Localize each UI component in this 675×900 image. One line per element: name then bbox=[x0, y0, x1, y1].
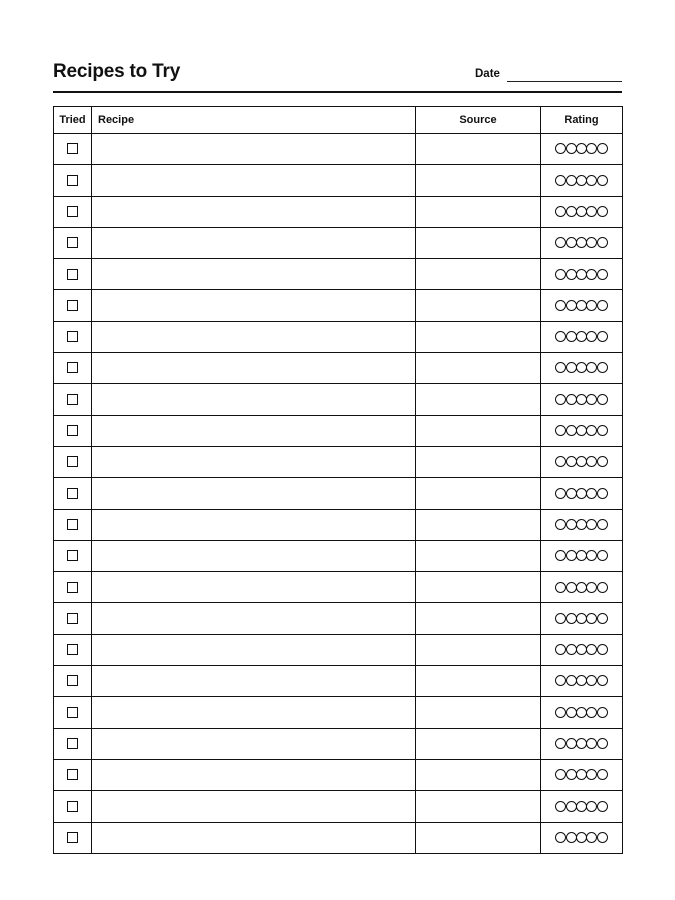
table-row bbox=[54, 446, 623, 477]
rating-circle-icon[interactable] bbox=[586, 394, 597, 405]
rating-circle-icon[interactable] bbox=[586, 425, 597, 436]
rating-circle-icon[interactable] bbox=[586, 832, 597, 843]
recipe-cell[interactable] bbox=[92, 540, 416, 571]
rating-circle-icon[interactable] bbox=[586, 488, 597, 499]
rating-circle-icon[interactable] bbox=[597, 362, 608, 373]
rating-circle-icon[interactable] bbox=[566, 519, 577, 530]
table-row bbox=[54, 415, 623, 446]
rating-circle-icon[interactable] bbox=[576, 832, 587, 843]
rating-circle-icon[interactable] bbox=[586, 519, 597, 530]
rating-cell bbox=[541, 353, 623, 384]
rating-circle-icon[interactable] bbox=[555, 613, 566, 624]
rating-circle-icon[interactable] bbox=[555, 738, 566, 749]
recipe-cell[interactable] bbox=[92, 446, 416, 477]
table-row bbox=[54, 290, 623, 321]
recipe-cell[interactable] bbox=[92, 321, 416, 352]
source-cell[interactable] bbox=[416, 415, 541, 446]
rating-cell bbox=[541, 603, 623, 634]
source-cell[interactable] bbox=[416, 290, 541, 321]
tried-cell bbox=[54, 572, 92, 603]
tried-cell bbox=[54, 540, 92, 571]
rating-circle-icon[interactable] bbox=[597, 143, 608, 154]
recipe-cell[interactable] bbox=[92, 509, 416, 540]
tried-cell bbox=[54, 321, 92, 352]
rating-circle-icon[interactable] bbox=[576, 550, 587, 561]
rating-circle-icon[interactable] bbox=[597, 175, 608, 186]
rating-circle-icon[interactable] bbox=[576, 456, 587, 467]
rating-circle-icon[interactable] bbox=[576, 644, 587, 655]
rating-cell bbox=[541, 321, 623, 352]
source-cell[interactable] bbox=[416, 321, 541, 352]
rating-circle-icon[interactable] bbox=[555, 519, 566, 530]
rating-circle-icon[interactable] bbox=[566, 362, 577, 373]
rating-cell bbox=[541, 572, 623, 603]
rating-circle-icon[interactable] bbox=[576, 613, 587, 624]
rating-circle-icon[interactable] bbox=[566, 331, 577, 342]
tried-cell bbox=[54, 603, 92, 634]
tried-cell bbox=[54, 822, 92, 853]
rating-circle-icon[interactable] bbox=[597, 206, 608, 217]
tried-checkbox[interactable] bbox=[67, 738, 78, 749]
rating-circle-icon[interactable] bbox=[555, 394, 566, 405]
rating-circle-icon[interactable] bbox=[566, 425, 577, 436]
rating-circle-icon[interactable] bbox=[555, 269, 566, 280]
rating-circle-icon[interactable] bbox=[597, 801, 608, 812]
rating-circle-icon[interactable] bbox=[586, 613, 597, 624]
rating-circle-icon[interactable] bbox=[566, 582, 577, 593]
source-cell[interactable] bbox=[416, 791, 541, 822]
rating-circle-icon[interactable] bbox=[576, 582, 587, 593]
rating-circle-icon[interactable] bbox=[576, 801, 587, 812]
source-cell[interactable] bbox=[416, 822, 541, 853]
tried-cell bbox=[54, 415, 92, 446]
date-label: Date bbox=[475, 68, 500, 80]
source-cell[interactable] bbox=[416, 697, 541, 728]
tried-checkbox[interactable] bbox=[67, 269, 78, 280]
rating-circle-icon[interactable] bbox=[576, 738, 587, 749]
rating-circle-icon[interactable] bbox=[597, 394, 608, 405]
rating-circle-icon[interactable] bbox=[566, 206, 577, 217]
rating-circle-icon[interactable] bbox=[597, 425, 608, 436]
rating-cell bbox=[541, 822, 623, 853]
table-row bbox=[54, 196, 623, 227]
rating-circle-icon[interactable] bbox=[586, 582, 597, 593]
rating-circle-icon[interactable] bbox=[555, 362, 566, 373]
table-row bbox=[54, 666, 623, 697]
table-row bbox=[54, 134, 623, 165]
page-title: Recipes to Try bbox=[53, 61, 181, 82]
rating-circle-icon[interactable] bbox=[597, 644, 608, 655]
rating-circle-icon[interactable] bbox=[597, 675, 608, 686]
rating-circle-icon[interactable] bbox=[597, 550, 608, 561]
rating-circle-icon[interactable] bbox=[566, 675, 577, 686]
tried-checkbox[interactable] bbox=[67, 331, 78, 342]
tried-checkbox[interactable] bbox=[67, 550, 78, 561]
rating-circle-icon[interactable] bbox=[576, 488, 587, 499]
source-cell[interactable] bbox=[416, 353, 541, 384]
rating-circle-icon[interactable] bbox=[576, 362, 587, 373]
source-cell[interactable] bbox=[416, 509, 541, 540]
column-header-tried: Tried bbox=[54, 107, 92, 134]
rating-circle-icon[interactable] bbox=[566, 832, 577, 843]
recipe-cell[interactable] bbox=[92, 290, 416, 321]
rating-circle-icon[interactable] bbox=[597, 237, 608, 248]
rating-circle-icon[interactable] bbox=[555, 582, 566, 593]
rating-cell bbox=[541, 165, 623, 196]
rating-circle-icon[interactable] bbox=[566, 269, 577, 280]
rating-circle-icon[interactable] bbox=[576, 331, 587, 342]
table-row bbox=[54, 321, 623, 352]
rating-cell bbox=[541, 728, 623, 759]
tried-checkbox[interactable] bbox=[67, 519, 78, 530]
rating-cell bbox=[541, 478, 623, 509]
rating-circle-icon[interactable] bbox=[566, 644, 577, 655]
tried-checkbox[interactable] bbox=[67, 832, 78, 843]
rating-circle-icon[interactable] bbox=[586, 801, 597, 812]
rating-circle-icon[interactable] bbox=[597, 269, 608, 280]
recipe-cell[interactable] bbox=[92, 822, 416, 853]
rating-circle-icon[interactable] bbox=[586, 644, 597, 655]
rating-circle-icon[interactable] bbox=[555, 456, 566, 467]
rating-cell bbox=[541, 697, 623, 728]
rating-circle-icon[interactable] bbox=[576, 175, 587, 186]
rating-circle-icon[interactable] bbox=[555, 675, 566, 686]
rating-circle-icon[interactable] bbox=[597, 769, 608, 780]
rating-circle-icon[interactable] bbox=[597, 613, 608, 624]
source-cell[interactable] bbox=[416, 540, 541, 571]
rating-circle-icon[interactable] bbox=[566, 300, 577, 311]
tried-checkbox[interactable] bbox=[67, 143, 78, 154]
rating-circle-icon[interactable] bbox=[555, 488, 566, 499]
rating-circle-icon[interactable] bbox=[576, 300, 587, 311]
rating-cell bbox=[541, 759, 623, 790]
tried-cell bbox=[54, 259, 92, 290]
rating-circle-icon[interactable] bbox=[586, 362, 597, 373]
rating-circle-icon[interactable] bbox=[586, 331, 597, 342]
recipe-cell[interactable] bbox=[92, 196, 416, 227]
recipes-table bbox=[53, 106, 623, 854]
source-cell[interactable] bbox=[416, 227, 541, 258]
table-row bbox=[54, 353, 623, 384]
rating-circle-icon[interactable] bbox=[597, 519, 608, 530]
rating-circle-icon[interactable] bbox=[566, 613, 577, 624]
rating-circle-icon[interactable] bbox=[576, 206, 587, 217]
rating-circle-icon[interactable] bbox=[576, 237, 587, 248]
recipe-cell[interactable] bbox=[92, 353, 416, 384]
tried-checkbox[interactable] bbox=[67, 300, 78, 311]
date-field[interactable] bbox=[507, 81, 622, 82]
source-cell[interactable] bbox=[416, 759, 541, 790]
source-cell[interactable] bbox=[416, 603, 541, 634]
tried-checkbox[interactable] bbox=[67, 425, 78, 436]
rating-circle-icon[interactable] bbox=[586, 300, 597, 311]
recipe-cell[interactable] bbox=[92, 259, 416, 290]
rating-circle-icon[interactable] bbox=[566, 550, 577, 561]
rating-circle-icon[interactable] bbox=[586, 769, 597, 780]
table-row bbox=[54, 572, 623, 603]
rating-circle-icon[interactable] bbox=[576, 519, 587, 530]
rating-circle-icon[interactable] bbox=[597, 582, 608, 593]
rating-circle-icon[interactable] bbox=[576, 394, 587, 405]
table-row bbox=[54, 697, 623, 728]
rating-cell bbox=[541, 634, 623, 665]
rating-circle-icon[interactable] bbox=[586, 143, 597, 154]
recipe-cell[interactable] bbox=[92, 478, 416, 509]
rating-circle-icon[interactable] bbox=[586, 707, 597, 718]
recipe-cell[interactable] bbox=[92, 697, 416, 728]
rating-circle-icon[interactable] bbox=[576, 425, 587, 436]
table-row bbox=[54, 259, 623, 290]
tried-checkbox[interactable] bbox=[67, 488, 78, 499]
recipe-cell[interactable] bbox=[92, 791, 416, 822]
tried-checkbox[interactable] bbox=[67, 644, 78, 655]
rating-circle-icon[interactable] bbox=[576, 143, 587, 154]
rating-circle-icon[interactable] bbox=[597, 488, 608, 499]
rating-circle-icon[interactable] bbox=[597, 300, 608, 311]
column-header-source: Source bbox=[416, 107, 541, 134]
rating-circle-icon[interactable] bbox=[555, 300, 566, 311]
rating-circle-icon[interactable] bbox=[555, 801, 566, 812]
tried-cell bbox=[54, 165, 92, 196]
rating-circle-icon[interactable] bbox=[566, 237, 577, 248]
tried-cell bbox=[54, 196, 92, 227]
source-cell[interactable] bbox=[416, 259, 541, 290]
rating-circle-icon[interactable] bbox=[576, 769, 587, 780]
tried-cell bbox=[54, 290, 92, 321]
table-row bbox=[54, 634, 623, 665]
source-cell[interactable] bbox=[416, 478, 541, 509]
tried-checkbox[interactable] bbox=[67, 582, 78, 593]
tried-checkbox[interactable] bbox=[67, 175, 78, 186]
recipe-cell[interactable] bbox=[92, 603, 416, 634]
rating-circle-icon[interactable] bbox=[597, 832, 608, 843]
rating-circle-icon[interactable] bbox=[576, 707, 587, 718]
rating-cell bbox=[541, 196, 623, 227]
tried-cell bbox=[54, 666, 92, 697]
source-cell[interactable] bbox=[416, 134, 541, 165]
table-row bbox=[54, 509, 623, 540]
source-cell[interactable] bbox=[416, 666, 541, 697]
table-row bbox=[54, 728, 623, 759]
rating-circle-icon[interactable] bbox=[586, 675, 597, 686]
rating-circle-icon[interactable] bbox=[555, 175, 566, 186]
source-cell[interactable] bbox=[416, 634, 541, 665]
recipe-cell[interactable] bbox=[92, 666, 416, 697]
rating-cell bbox=[541, 791, 623, 822]
source-cell[interactable] bbox=[416, 165, 541, 196]
column-header-recipe: Recipe bbox=[92, 107, 416, 134]
rating-cell bbox=[541, 540, 623, 571]
table-row bbox=[54, 478, 623, 509]
rating-circle-icon[interactable] bbox=[555, 832, 566, 843]
tried-checkbox[interactable] bbox=[67, 394, 78, 405]
rating-cell bbox=[541, 509, 623, 540]
rating-circle-icon[interactable] bbox=[555, 425, 566, 436]
title-divider bbox=[53, 91, 622, 93]
tried-checkbox[interactable] bbox=[67, 707, 78, 718]
tried-checkbox[interactable] bbox=[67, 206, 78, 217]
rating-circle-icon[interactable] bbox=[597, 456, 608, 467]
tried-cell bbox=[54, 384, 92, 415]
table-row bbox=[54, 227, 623, 258]
rating-circle-icon[interactable] bbox=[597, 738, 608, 749]
tried-cell bbox=[54, 227, 92, 258]
rating-circle-icon[interactable] bbox=[566, 738, 577, 749]
rating-circle-icon[interactable] bbox=[566, 175, 577, 186]
table-row bbox=[54, 759, 623, 790]
rating-circle-icon[interactable] bbox=[555, 331, 566, 342]
rating-circle-icon[interactable] bbox=[576, 269, 587, 280]
tried-cell bbox=[54, 759, 92, 790]
source-cell[interactable] bbox=[416, 196, 541, 227]
source-cell[interactable] bbox=[416, 572, 541, 603]
rating-cell bbox=[541, 259, 623, 290]
tried-cell bbox=[54, 353, 92, 384]
tried-cell bbox=[54, 509, 92, 540]
recipe-cell[interactable] bbox=[92, 572, 416, 603]
recipe-cell[interactable] bbox=[92, 415, 416, 446]
tried-checkbox[interactable] bbox=[67, 362, 78, 373]
tried-checkbox[interactable] bbox=[67, 613, 78, 624]
rating-circle-icon[interactable] bbox=[555, 550, 566, 561]
recipe-cell[interactable] bbox=[92, 759, 416, 790]
source-cell[interactable] bbox=[416, 446, 541, 477]
rating-circle-icon[interactable] bbox=[555, 769, 566, 780]
tried-cell bbox=[54, 134, 92, 165]
tried-checkbox[interactable] bbox=[67, 237, 78, 248]
recipe-cell[interactable] bbox=[92, 634, 416, 665]
table-row bbox=[54, 165, 623, 196]
rating-circle-icon[interactable] bbox=[555, 206, 566, 217]
rating-circle-icon[interactable] bbox=[566, 394, 577, 405]
rating-cell bbox=[541, 290, 623, 321]
table-row bbox=[54, 791, 623, 822]
recipe-cell[interactable] bbox=[92, 227, 416, 258]
source-cell[interactable] bbox=[416, 728, 541, 759]
table-row bbox=[54, 822, 623, 853]
rating-circle-icon[interactable] bbox=[566, 707, 577, 718]
table-row bbox=[54, 540, 623, 571]
table-header-row bbox=[54, 107, 623, 134]
rating-circle-icon[interactable] bbox=[586, 738, 597, 749]
rating-cell bbox=[541, 415, 623, 446]
rating-circle-icon[interactable] bbox=[566, 488, 577, 499]
rating-circle-icon[interactable] bbox=[566, 456, 577, 467]
source-cell[interactable] bbox=[416, 384, 541, 415]
tried-cell bbox=[54, 791, 92, 822]
table-body bbox=[54, 134, 623, 854]
rating-circle-icon[interactable] bbox=[555, 644, 566, 655]
tried-cell bbox=[54, 697, 92, 728]
rating-cell bbox=[541, 384, 623, 415]
tried-cell bbox=[54, 728, 92, 759]
rating-circle-icon[interactable] bbox=[586, 206, 597, 217]
rating-circle-icon[interactable] bbox=[597, 707, 608, 718]
tried-cell bbox=[54, 634, 92, 665]
rating-circle-icon[interactable] bbox=[566, 769, 577, 780]
tried-checkbox[interactable] bbox=[67, 801, 78, 812]
rating-cell bbox=[541, 134, 623, 165]
recipe-cell[interactable] bbox=[92, 384, 416, 415]
table-row bbox=[54, 384, 623, 415]
tried-cell bbox=[54, 446, 92, 477]
rating-circle-icon[interactable] bbox=[555, 143, 566, 154]
rating-circle-icon[interactable] bbox=[597, 331, 608, 342]
column-header-rating: Rating bbox=[541, 107, 623, 134]
recipe-cell[interactable] bbox=[92, 728, 416, 759]
rating-cell bbox=[541, 446, 623, 477]
table-row bbox=[54, 603, 623, 634]
tried-cell bbox=[54, 478, 92, 509]
rating-cell bbox=[541, 666, 623, 697]
rating-circle-icon[interactable] bbox=[555, 237, 566, 248]
tried-checkbox[interactable] bbox=[67, 456, 78, 467]
rating-circle-icon[interactable] bbox=[555, 707, 566, 718]
rating-circle-icon[interactable] bbox=[586, 175, 597, 186]
rating-cell bbox=[541, 227, 623, 258]
rating-circle-icon[interactable] bbox=[566, 801, 577, 812]
rating-circle-icon[interactable] bbox=[586, 456, 597, 467]
rating-circle-icon[interactable] bbox=[586, 237, 597, 248]
recipe-cell[interactable] bbox=[92, 165, 416, 196]
rating-circle-icon[interactable] bbox=[576, 675, 587, 686]
tried-checkbox[interactable] bbox=[67, 769, 78, 780]
rating-circle-icon[interactable] bbox=[586, 550, 597, 561]
tried-checkbox[interactable] bbox=[67, 675, 78, 686]
recipe-cell[interactable] bbox=[92, 134, 416, 165]
rating-circle-icon[interactable] bbox=[586, 269, 597, 280]
rating-circle-icon[interactable] bbox=[566, 143, 577, 154]
